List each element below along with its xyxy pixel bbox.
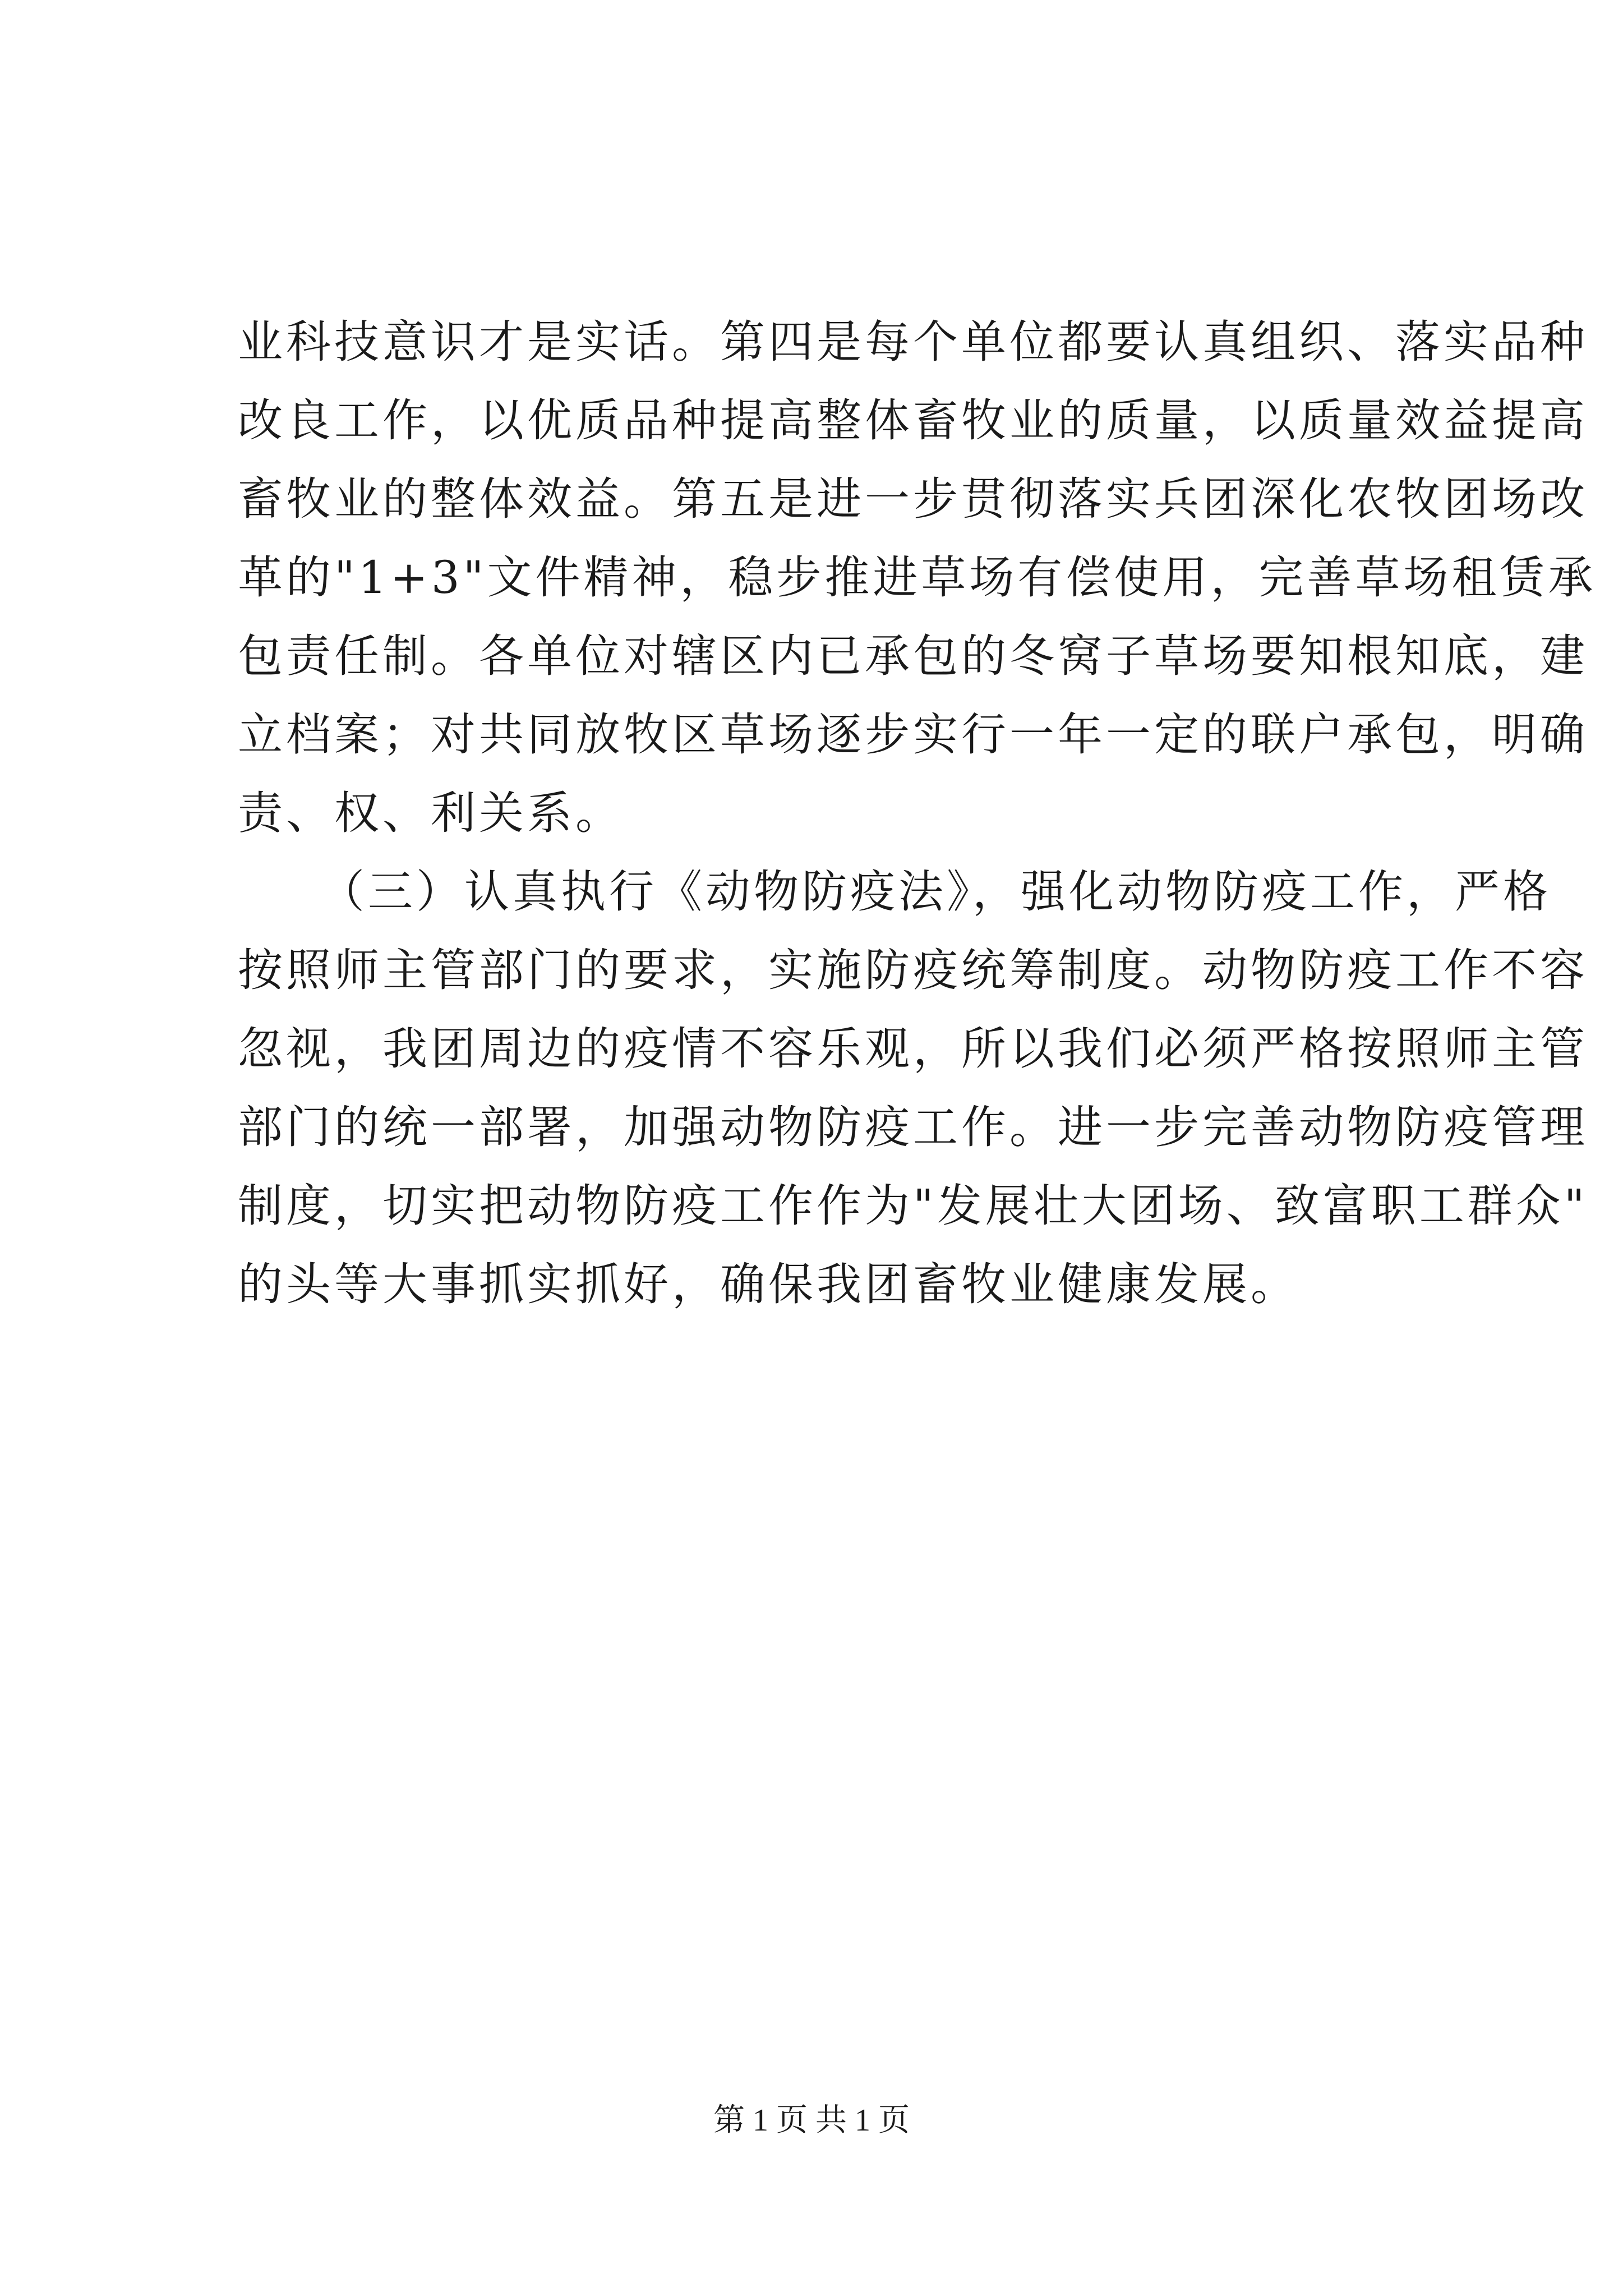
paragraph-line: 革的"1+3"文件精神，稳步推进草场有偿使用，完善草场租赁承 bbox=[238, 551, 1597, 604]
paragraph-line: 责、权、利关系。 bbox=[238, 787, 624, 839]
paragraph-line: 立档案；对共同放牧区草场逐步实行一年一定的联户承包，明确 bbox=[238, 708, 1588, 761]
paragraph-line: 业科技意识才是实话。第四是每个单位都要认真组织、落实品种 bbox=[238, 316, 1588, 368]
paragraph-line: 按照师主管部门的要求，实施防疫统筹制度。动物防疫工作不容 bbox=[238, 944, 1588, 996]
section-heading-line: （三）认真执行《动物防疫法》，强化动物防疫工作，严格 bbox=[320, 866, 1551, 918]
page-footer: 第 1 页 共 1 页 bbox=[713, 2103, 910, 2138]
paragraph-line: 畜牧业的整体效益。第五是进一步贯彻落实兵团深化农牧团场改 bbox=[238, 473, 1588, 525]
paragraph-line: 包责任制。各单位对辖区内已承包的冬窝子草场要知根知底，建 bbox=[238, 630, 1588, 682]
paragraph-line: 忽视，我团周边的疫情不容乐观，所以我们必须严格按照师主管 bbox=[238, 1023, 1588, 1075]
paragraph-line: 的头等大事抓实抓好，确保我团畜牧业健康发展。 bbox=[238, 1258, 1299, 1310]
paragraph-line: 改良工作，以优质品种提高整体畜牧业的质量，以质量效益提高 bbox=[238, 394, 1588, 447]
paragraph-line: 制度，切实把动物防疫工作作为"发展壮大团场、致富职工群众" bbox=[238, 1180, 1588, 1232]
paragraph-line: 部门的统一部署，加强动物防疫工作。进一步完善动物防疫管理 bbox=[238, 1101, 1588, 1153]
